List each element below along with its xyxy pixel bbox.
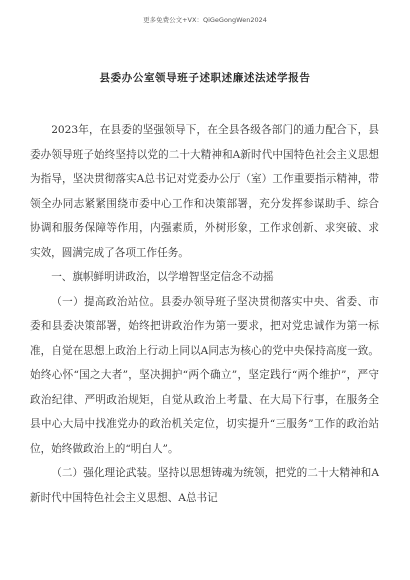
document-title: 县委办公室领导班子述职述廉述法述学报告 xyxy=(99,72,311,84)
subsection-paragraph: （二）强化理论武装。坚持以思想铸魂为统领，把党的二十大精神和A新时代中国特色社会主义思想、A总书记 xyxy=(30,467,379,504)
subsection-paragraph: （一）提高政治站位。县委办领导班子坚决贯彻落实中央、省委、市委和县委决策部署，始终把讲政治作为第一要求，把对党忠诚作为第一标准，自觉在思想上政治上行动上同以A同志为核心的党中央保持高度一致。始终心怀“国之大者”，坚决拥护“两个确立”，坚定践行“两个维护”，严守政治纪律、严明政治规矩，自觉从政治上考量、在大局下行事，在服务全县中心大局中找准党办的政治机关定位，切实提升“三服务”工作的政治站位，始终做政治上的“明白人”。 xyxy=(30,295,379,455)
header-note: 更多免费公文+VX：QiGeGongWen2024 xyxy=(143,16,267,24)
section-heading: 一、旗帜鲜明讲政治，以学增智坚定信念不动摇 xyxy=(51,271,274,283)
document-body xyxy=(30,118,379,510)
intro-paragraph: 2023年，在县委的坚强领导下，在全县各级各部门的通力配合下，县委办领导班子始终坚持以党的二十大精神和A新时代中国特色社会主义思想为指导，坚决贯彻落实A总书记对党委办公厅（室）工作重要指示精神，带领全办同志紧紧围绕市委中心工作和决策部署，充分发挥参谋助手、综合协调和服务保障等作用，内强素质，外树形象，工作求创新、求突破、求实效，圆满完成了各项工作任务。 xyxy=(30,124,379,259)
